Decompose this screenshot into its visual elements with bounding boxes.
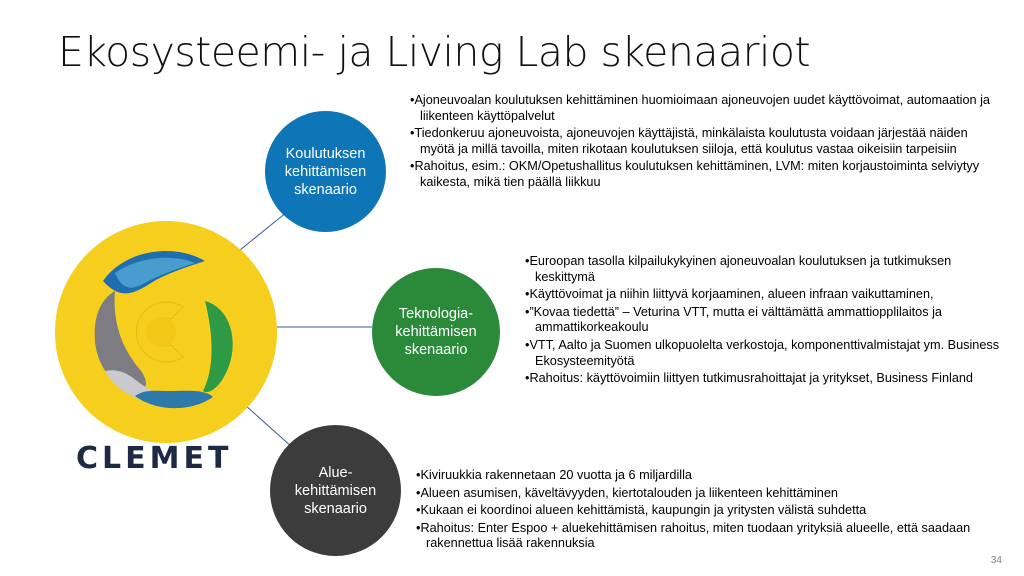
scenario-circle-teknologia <box>372 268 500 396</box>
scenario-label: Teknologia- kehittämisen skenaario <box>395 306 477 358</box>
bullet-item: •Euroopan tasolla kilpailukykyinen ajoneuvoalan koulutuksen ja tutkimuksen keskittymä <box>525 254 952 284</box>
scenario-circle-koulutus <box>265 111 386 232</box>
clemet-logo <box>55 221 277 443</box>
bullet-item: •Rahoitus, esim.: OKM/Opetushallitus koulutuksen kehittäminen, LVM: miten korjaustoiminta selviytyy kaikesta, mikä tien päällä liikkuu <box>410 159 980 189</box>
bullet-item: •VTT, Aalto ja Suomen ulkopuolelta verkostoja, komponenttivalmistajat ym. Business Ekosysteemityötä <box>525 337 1000 368</box>
scenario-label: Alue- kehittämisen skenaario <box>294 464 377 517</box>
bullet-item: •”Kovaa tiedettä” – Veturina VTT, mutta ei välttämättä ammattiopplilaitos ja ammattikorkeakoulu <box>525 304 942 335</box>
bullet-item: •Rahoitus: käyttövoimiin liittyen tutkimusrahoittajat ja yritykset, Business Finland <box>525 371 973 386</box>
slide-title: Ekosysteemi- ja Living Lab skenaariot <box>58 28 811 76</box>
bullet-item: •Kiviruukkia rakennetaan 20 vuotta ja 6 miljardilla <box>416 468 692 482</box>
brand-wordmark: CLEMET <box>76 441 233 476</box>
scenario-circle-alue <box>270 425 401 556</box>
page-number: 34 <box>990 555 1002 566</box>
bullet-item: •Alueen asumisen, käveltävyyden, kiertotalouden ja liikenteen kehittäminen <box>416 485 838 500</box>
bullet-item: •Ajoneuvoalan koulutuksen kehittäminen huomioimaan ajoneuvojen uudet käyttövoimat, automaation ja liikenteen käyttöpalvelut <box>410 93 990 123</box>
scenario-label: Koulutuksen kehittämisen skenaario <box>284 145 367 198</box>
koulutus-bullet-list <box>410 93 1000 193</box>
bullet-item: •Rahoitus: Enter Espoo + aluekehittämisen rahoitus, miten tuodaan yrityksiä alueelle, että saadaan rakennettua lisää rakennuksia <box>416 520 971 551</box>
teknologia-bullet-list <box>525 254 1003 389</box>
bullet-item: •Käyttövoimat ja niihin liittyvä korjaaminen, alueen infraan vaikuttaminen, <box>525 287 934 302</box>
bullet-item: •Kukaan ei koordinoi alueen kehittämistä, kaupungin ja yritysten välistä suhdetta <box>416 503 867 518</box>
alue-bullet-list <box>416 468 976 554</box>
bullet-item: •Tiedonkeruu ajoneuvoista, ajoneuvojen käyttäjistä, minkälaista koulutusta voidaan järjestää näiden myötä ja millä tavoilla, miten rikotaan koulutuksen siiloja, että koulutus vastaa oikeisiin tarpeisiin <box>410 126 968 156</box>
